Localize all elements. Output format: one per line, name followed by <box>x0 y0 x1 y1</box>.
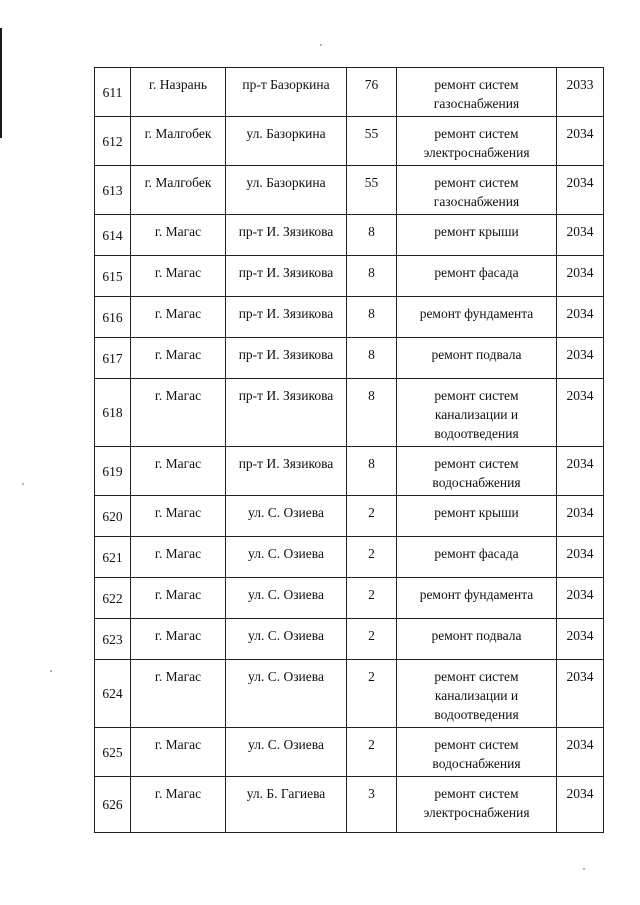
street-cell: пр-т И. Зязикова <box>226 447 347 496</box>
row-number: 619 <box>95 447 131 496</box>
row-number: 623 <box>95 619 131 660</box>
year-cell: 2034 <box>557 338 604 379</box>
row-number: 622 <box>95 578 131 619</box>
row-number: 611 <box>95 68 131 117</box>
year-cell: 2034 <box>557 660 604 728</box>
house-cell: 55 <box>347 117 397 166</box>
work-type-cell: ремонт систем водоснабжения <box>397 728 557 777</box>
table-row <box>95 256 604 297</box>
table-row <box>95 660 604 728</box>
street-cell: ул. Базоркина <box>226 166 347 215</box>
year-cell: 2034 <box>557 117 604 166</box>
year-cell: 2033 <box>557 68 604 117</box>
row-number: 613 <box>95 166 131 215</box>
house-cell: 8 <box>347 379 397 447</box>
house-cell: 2 <box>347 619 397 660</box>
row-number: 618 <box>95 379 131 447</box>
city-cell: г. Магас <box>131 537 226 578</box>
year-cell: 2034 <box>557 537 604 578</box>
house-cell: 8 <box>347 256 397 297</box>
scan-speck <box>50 670 52 672</box>
table-row <box>95 728 604 777</box>
year-cell: 2034 <box>557 379 604 447</box>
table-row <box>95 496 604 537</box>
row-number: 615 <box>95 256 131 297</box>
work-type-cell: ремонт подвала <box>397 619 557 660</box>
city-cell: г. Магас <box>131 379 226 447</box>
year-cell: 2034 <box>557 496 604 537</box>
year-cell: 2034 <box>557 728 604 777</box>
house-cell: 8 <box>347 338 397 379</box>
house-cell: 3 <box>347 777 397 833</box>
table-row <box>95 166 604 215</box>
work-type-cell: ремонт систем электроснабжения <box>397 777 557 833</box>
work-type-cell: ремонт систем газоснабжения <box>397 166 557 215</box>
city-cell: г. Малгобек <box>131 166 226 215</box>
table-row <box>95 215 604 256</box>
row-number: 626 <box>95 777 131 833</box>
work-type-cell: ремонт крыши <box>397 496 557 537</box>
row-number: 624 <box>95 660 131 728</box>
street-cell: пр-т И. Зязикова <box>226 215 347 256</box>
city-cell: г. Магас <box>131 338 226 379</box>
year-cell: 2034 <box>557 256 604 297</box>
work-type-cell: ремонт систем канализации и водоотведения <box>397 660 557 728</box>
street-cell: ул. С. Озиева <box>226 660 347 728</box>
work-type-cell: ремонт крыши <box>397 215 557 256</box>
house-cell: 8 <box>347 447 397 496</box>
table-row <box>95 297 604 338</box>
work-type-cell: ремонт систем водоснабжения <box>397 447 557 496</box>
street-cell: ул. С. Озиева <box>226 578 347 619</box>
city-cell: г. Магас <box>131 256 226 297</box>
year-cell: 2034 <box>557 166 604 215</box>
work-type-cell: ремонт подвала <box>397 338 557 379</box>
city-cell: г. Магас <box>131 578 226 619</box>
work-type-cell: ремонт систем канализации и водоотведения <box>397 379 557 447</box>
house-cell: 8 <box>347 297 397 338</box>
street-cell: пр-т И. Зязикова <box>226 379 347 447</box>
street-cell: ул. С. Озиева <box>226 537 347 578</box>
table-row <box>95 117 604 166</box>
year-cell: 2034 <box>557 297 604 338</box>
city-cell: г. Магас <box>131 660 226 728</box>
year-cell: 2034 <box>557 447 604 496</box>
city-cell: г. Малгобек <box>131 117 226 166</box>
city-cell: г. Магас <box>131 619 226 660</box>
row-number: 620 <box>95 496 131 537</box>
house-cell: 2 <box>347 728 397 777</box>
table-row <box>95 338 604 379</box>
scan-speck <box>583 868 585 870</box>
year-cell: 2034 <box>557 215 604 256</box>
scan-speck <box>320 44 322 46</box>
house-cell: 76 <box>347 68 397 117</box>
street-cell: ул. С. Озиева <box>226 496 347 537</box>
house-cell: 2 <box>347 660 397 728</box>
street-cell: ул. Б. Гагиева <box>226 777 347 833</box>
city-cell: г. Назрань <box>131 68 226 117</box>
row-number: 614 <box>95 215 131 256</box>
table-row <box>95 447 604 496</box>
street-cell: пр-т И. Зязикова <box>226 338 347 379</box>
table-row <box>95 777 604 833</box>
work-type-cell: ремонт фасада <box>397 256 557 297</box>
house-cell: 8 <box>347 215 397 256</box>
street-cell: ул. Базоркина <box>226 117 347 166</box>
work-type-cell: ремонт фасада <box>397 537 557 578</box>
street-cell: ул. С. Озиева <box>226 619 347 660</box>
city-cell: г. Магас <box>131 496 226 537</box>
table-row <box>95 537 604 578</box>
city-cell: г. Магас <box>131 297 226 338</box>
table-row <box>95 619 604 660</box>
year-cell: 2034 <box>557 578 604 619</box>
table-row <box>95 578 604 619</box>
house-cell: 2 <box>347 537 397 578</box>
year-cell: 2034 <box>557 619 604 660</box>
house-cell: 2 <box>347 496 397 537</box>
city-cell: г. Магас <box>131 777 226 833</box>
work-type-cell: ремонт фундамента <box>397 297 557 338</box>
repair-schedule-table <box>94 67 604 833</box>
city-cell: г. Магас <box>131 215 226 256</box>
work-type-cell: ремонт систем газоснабжения <box>397 68 557 117</box>
house-cell: 55 <box>347 166 397 215</box>
street-cell: пр-т И. Зязикова <box>226 297 347 338</box>
table-row <box>95 379 604 447</box>
work-type-cell: ремонт фундамента <box>397 578 557 619</box>
row-number: 612 <box>95 117 131 166</box>
street-cell: ул. С. Озиева <box>226 728 347 777</box>
street-cell: пр-т Базоркина <box>226 68 347 117</box>
street-cell: пр-т И. Зязикова <box>226 256 347 297</box>
year-cell: 2034 <box>557 777 604 833</box>
table-row <box>95 68 604 117</box>
city-cell: г. Магас <box>131 447 226 496</box>
scan-speck <box>22 483 24 485</box>
city-cell: г. Магас <box>131 728 226 777</box>
row-number: 617 <box>95 338 131 379</box>
row-number: 616 <box>95 297 131 338</box>
house-cell: 2 <box>347 578 397 619</box>
row-number: 625 <box>95 728 131 777</box>
row-number: 621 <box>95 537 131 578</box>
scan-edge-mark <box>0 28 2 138</box>
work-type-cell: ремонт систем электроснабжения <box>397 117 557 166</box>
